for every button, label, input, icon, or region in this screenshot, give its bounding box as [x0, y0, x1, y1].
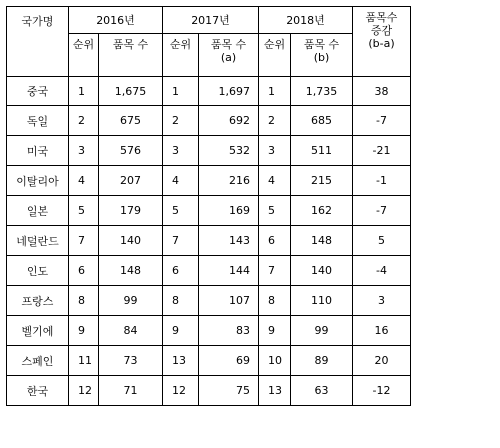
- cell-country: 일본: [7, 196, 69, 226]
- cell-rank-2016: 9: [69, 316, 99, 346]
- cell-count-2017: 83: [199, 316, 259, 346]
- cell-count-2017: 69: [199, 346, 259, 376]
- cell-rank-2017: 1: [163, 77, 199, 106]
- header-count-2018-b: (b): [313, 51, 330, 64]
- header-row-years: [7, 7, 411, 34]
- cell-count-2017: 216: [199, 166, 259, 196]
- cell-rank-2017: 2: [163, 106, 199, 136]
- cell-rank-2018: 8: [259, 286, 291, 316]
- cell-count-2018: 215: [291, 166, 353, 196]
- cell-country: 인도: [7, 256, 69, 286]
- cell-count-2018: 110: [291, 286, 353, 316]
- cell-rank-2016: 8: [69, 286, 99, 316]
- cell-rank-2017: 13: [163, 346, 199, 376]
- cell-count-2018: 63: [291, 376, 353, 406]
- cell-rank-2016: 12: [69, 376, 99, 406]
- country-item-count-table: [6, 6, 411, 406]
- header-year-2018: 2018년: [259, 7, 353, 34]
- cell-rank-2016: 5: [69, 196, 99, 226]
- cell-count-2016: 207: [99, 166, 163, 196]
- cell-diff: -4: [353, 256, 411, 286]
- cell-count-2016: 140: [99, 226, 163, 256]
- cell-rank-2017: 6: [163, 256, 199, 286]
- header-diff-line2: 증감: [370, 24, 393, 37]
- cell-diff: 3: [353, 286, 411, 316]
- table-row: [7, 316, 411, 346]
- cell-count-2016: 576: [99, 136, 163, 166]
- cell-rank-2018: 5: [259, 196, 291, 226]
- cell-count-2016: 148: [99, 256, 163, 286]
- table-row: [7, 256, 411, 286]
- table-row: [7, 106, 411, 136]
- cell-diff: -1: [353, 166, 411, 196]
- cell-rank-2018: 13: [259, 376, 291, 406]
- cell-rank-2016: 2: [69, 106, 99, 136]
- header-count-2017: [199, 34, 259, 77]
- cell-count-2018: 685: [291, 106, 353, 136]
- cell-rank-2018: 9: [259, 316, 291, 346]
- header-count-2018: [291, 34, 353, 77]
- cell-count-2017: 107: [199, 286, 259, 316]
- cell-count-2017: 75: [199, 376, 259, 406]
- cell-diff: 16: [353, 316, 411, 346]
- cell-count-2016: 71: [99, 376, 163, 406]
- cell-diff: 5: [353, 226, 411, 256]
- cell-rank-2016: 6: [69, 256, 99, 286]
- header-rank-2018: 순위: [259, 34, 291, 77]
- header-year-2016: 2016년: [69, 7, 163, 34]
- table-row: [7, 136, 411, 166]
- cell-country: 독일: [7, 106, 69, 136]
- cell-rank-2016: 4: [69, 166, 99, 196]
- header-count-2016: 품목 수: [99, 34, 163, 77]
- header-diff-line3: (b-a): [368, 37, 395, 50]
- cell-count-2016: 99: [99, 286, 163, 316]
- cell-rank-2018: 6: [259, 226, 291, 256]
- cell-diff: -21: [353, 136, 411, 166]
- cell-country: 프랑스: [7, 286, 69, 316]
- table-row: [7, 196, 411, 226]
- cell-diff: -7: [353, 196, 411, 226]
- cell-rank-2018: 2: [259, 106, 291, 136]
- table-row: [7, 77, 411, 106]
- cell-rank-2017: 4: [163, 166, 199, 196]
- cell-rank-2016: 7: [69, 226, 99, 256]
- cell-rank-2017: 5: [163, 196, 199, 226]
- cell-rank-2016: 1: [69, 77, 99, 106]
- cell-rank-2018: 3: [259, 136, 291, 166]
- cell-count-2018: 148: [291, 226, 353, 256]
- header-count-2017-label: 품목 수: [210, 38, 247, 51]
- cell-count-2018: 1,735: [291, 77, 353, 106]
- cell-country: 스페인: [7, 346, 69, 376]
- cell-count-2016: 179: [99, 196, 163, 226]
- header-rank-2016: 순위: [69, 34, 99, 77]
- cell-count-2018: 511: [291, 136, 353, 166]
- cell-rank-2017: 7: [163, 226, 199, 256]
- cell-diff: -12: [353, 376, 411, 406]
- cell-rank-2016: 3: [69, 136, 99, 166]
- header-count-2018-label: 품목 수: [303, 38, 340, 51]
- cell-count-2017: 692: [199, 106, 259, 136]
- cell-rank-2017: 9: [163, 316, 199, 346]
- cell-count-2018: 140: [291, 256, 353, 286]
- cell-count-2018: 162: [291, 196, 353, 226]
- header-diff: [353, 7, 411, 77]
- header-year-2017: 2017년: [163, 7, 259, 34]
- cell-country: 이탈리아: [7, 166, 69, 196]
- cell-rank-2018: 1: [259, 77, 291, 106]
- cell-rank-2018: 10: [259, 346, 291, 376]
- header-country: 국가명: [7, 7, 69, 77]
- cell-count-2018: 99: [291, 316, 353, 346]
- cell-country: 중국: [7, 77, 69, 106]
- header-diff-line1: 품목수: [365, 11, 398, 24]
- table-row: [7, 286, 411, 316]
- cell-count-2017: 532: [199, 136, 259, 166]
- cell-diff: 20: [353, 346, 411, 376]
- cell-count-2017: 169: [199, 196, 259, 226]
- cell-rank-2017: 3: [163, 136, 199, 166]
- cell-count-2017: 1,697: [199, 77, 259, 106]
- cell-count-2016: 675: [99, 106, 163, 136]
- cell-count-2016: 1,675: [99, 77, 163, 106]
- table-row: [7, 226, 411, 256]
- cell-country: 한국: [7, 376, 69, 406]
- cell-diff: 38: [353, 77, 411, 106]
- header-count-2017-a: (a): [220, 51, 237, 64]
- cell-country: 네덜란드: [7, 226, 69, 256]
- cell-rank-2017: 12: [163, 376, 199, 406]
- cell-count-2016: 73: [99, 346, 163, 376]
- cell-country: 미국: [7, 136, 69, 166]
- table-body: [7, 77, 411, 406]
- table-row: [7, 166, 411, 196]
- cell-country: 벨기에: [7, 316, 69, 346]
- cell-diff: -7: [353, 106, 411, 136]
- cell-count-2017: 144: [199, 256, 259, 286]
- cell-count-2017: 143: [199, 226, 259, 256]
- cell-rank-2018: 7: [259, 256, 291, 286]
- cell-count-2018: 89: [291, 346, 353, 376]
- cell-rank-2016: 11: [69, 346, 99, 376]
- cell-rank-2017: 8: [163, 286, 199, 316]
- table-row: [7, 376, 411, 406]
- cell-count-2016: 84: [99, 316, 163, 346]
- header-rank-2017: 순위: [163, 34, 199, 77]
- cell-rank-2018: 4: [259, 166, 291, 196]
- table-row: [7, 346, 411, 376]
